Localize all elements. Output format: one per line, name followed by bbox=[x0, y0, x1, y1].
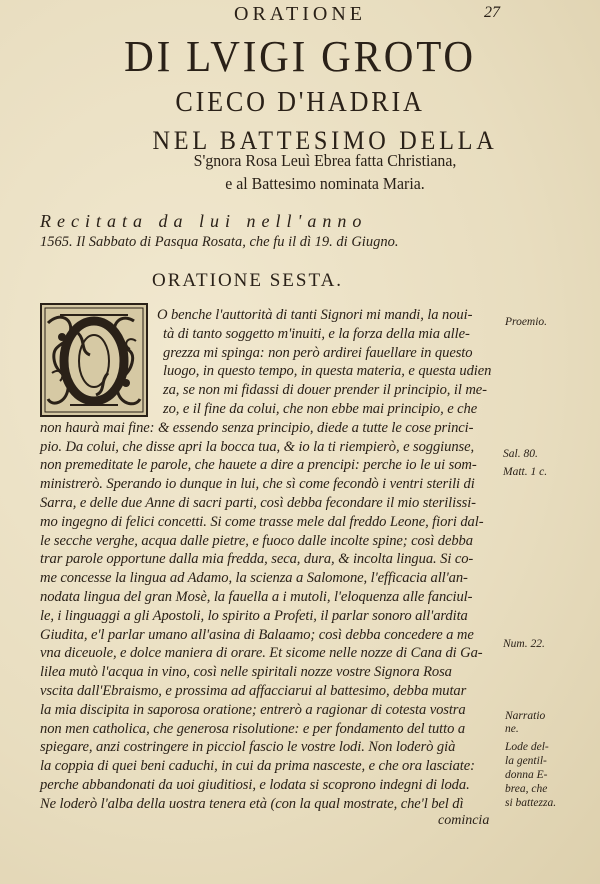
decorated-initial-icon bbox=[40, 303, 148, 417]
body-line: Sarra, e delle due Anne di sacri parti, così debba fecondare il mio sterilissi- bbox=[40, 495, 476, 511]
body-line: grezza mi spinga: non però ardirei fauellare in questo bbox=[163, 344, 473, 361]
body-line: vscita dall'Ebraismo, e prossima ad affacciarui al battesimo, debba mutar bbox=[40, 683, 467, 699]
margin-note-sal: Sal. 80. bbox=[503, 448, 538, 460]
title-author: DI LVIGI GROTO bbox=[124, 32, 476, 81]
title-baptismal-name: e al Battesimo nominata Maria. bbox=[225, 174, 425, 193]
margin-note-lode-3: donna E- bbox=[505, 769, 548, 781]
recitation-note: Recitata da lui nell'anno bbox=[40, 211, 368, 231]
title-dedicatee: S'gnora Rosa Leuì Ebrea fatta Christiana, bbox=[193, 151, 457, 170]
body-line: spiegare, anzi costringere in picciol fascio le vostre lodi. Non loderò già bbox=[40, 739, 456, 756]
margin-note-num: Num. 22. bbox=[503, 638, 545, 650]
title-subtitle: CIECO D'HADRIA bbox=[175, 87, 425, 118]
title-occasion: NEL BATTESIMO DELLA bbox=[152, 126, 498, 155]
body-line: mo ingegno di felici concetti. Si come trasse mele dal freddo Leone, fiori dal- bbox=[40, 513, 484, 530]
body-line: Giudita, e'l parlar umano all'asina di Balaamo; così debba concedere a me bbox=[40, 626, 474, 643]
margin-note-lode-5: si battezza. bbox=[505, 797, 557, 809]
body-line: luogo, in questo tempo, in questa materia, e questa udien bbox=[163, 363, 492, 380]
body-line: non haurà mai fine: & essendo senza principio, diede a tutte le cose princi- bbox=[40, 419, 474, 436]
body-line: non premeditate le parole, che hauete a dire a prencipi: perche io le ui som- bbox=[40, 457, 477, 474]
body-line: trar parole opportune dalla mia fredda, seca, dura, & incolta lingua. Si co- bbox=[40, 551, 474, 568]
body-line: nodata lingua del gran Mosè, la fauella a i mutoli, l'eloquenza alle fanciul- bbox=[40, 589, 473, 605]
margin-note-lode: Lode del- bbox=[505, 741, 549, 753]
body-line: pio. Da colui, che disse apri la bocca tua, & io la ti riempierò, e soggiunse, bbox=[40, 438, 475, 455]
body-line: perche abbandonati da uoi giuditiosi, e lodata si scoprono indegni di loda. bbox=[40, 777, 470, 793]
body-line: O benche l'auttorità di tanti Signori mi mandi, la noui- bbox=[157, 307, 473, 323]
body-line: za, se non mi fidassi di douer prender il principio, il me- bbox=[163, 382, 487, 399]
section-title: ORATIONE SESTA. bbox=[152, 270, 344, 291]
body-line: ministrerò. Sperando io dunque in lui, che sì come fecondò i ventri sterili di bbox=[40, 476, 475, 493]
body-line: non men catholica, che generosa risolutione: e per fondamento del tutto a bbox=[40, 720, 466, 737]
body-line: vna diceuole, e dolce maniera di orare. Et sicome nelle nozze di Cana di Ga- bbox=[40, 645, 483, 662]
body-line: la mia discipita in saporosa oratione; entrerò a ragionar di cotesta vostra bbox=[40, 701, 466, 718]
body-line: me concesse la lingua ad Adamo, la scienza a Salomone, l'efficacia all'an- bbox=[40, 570, 468, 587]
body-line: lilea mutò l'acqua in vino, così nelle spiritali nozze vostre Signora Rosa bbox=[40, 664, 452, 681]
body-line: zo, e il fine da colui, che non ebbe mai principio, e che bbox=[163, 401, 478, 417]
body-line: tà di tanto soggetto m'inuiti, e la forza della mia alle- bbox=[163, 325, 470, 342]
running-head: ORATIONE bbox=[234, 3, 366, 25]
body-line: la coppia di quei beni caduchi, in cui da prima nasceste, e che ora lasciate: bbox=[40, 758, 475, 775]
margin-note-matt: Matt. 1 c. bbox=[503, 466, 548, 478]
margin-note-proemio: Proemio. bbox=[505, 316, 548, 328]
margin-note-narratio: Narratio bbox=[505, 710, 546, 722]
body-line: Ne loderò l'alba della uostra tenera età (con la qual mostrate, che'l bel dì bbox=[40, 795, 464, 812]
body-line: le, i linguaggi a gli Apostoli, lo spirito a Profeti, il parlar sonoro all'ardita bbox=[40, 607, 468, 624]
body-line: le secche verghe, acqua dalle pietre, e fuoco dalle incolte spine; così debba bbox=[40, 532, 473, 549]
catchword: comincia bbox=[438, 812, 490, 828]
margin-note-lode-2: la gentil- bbox=[505, 755, 547, 767]
margin-note-lode-4: brea, che bbox=[505, 783, 548, 795]
page-number: 27 bbox=[484, 4, 500, 21]
margin-note-narratio-2: ne. bbox=[505, 723, 519, 735]
recitation-date: 1565. Il Sabbato di Pasqua Rosata, che fu il dì 19. di Giugno. bbox=[40, 234, 399, 250]
